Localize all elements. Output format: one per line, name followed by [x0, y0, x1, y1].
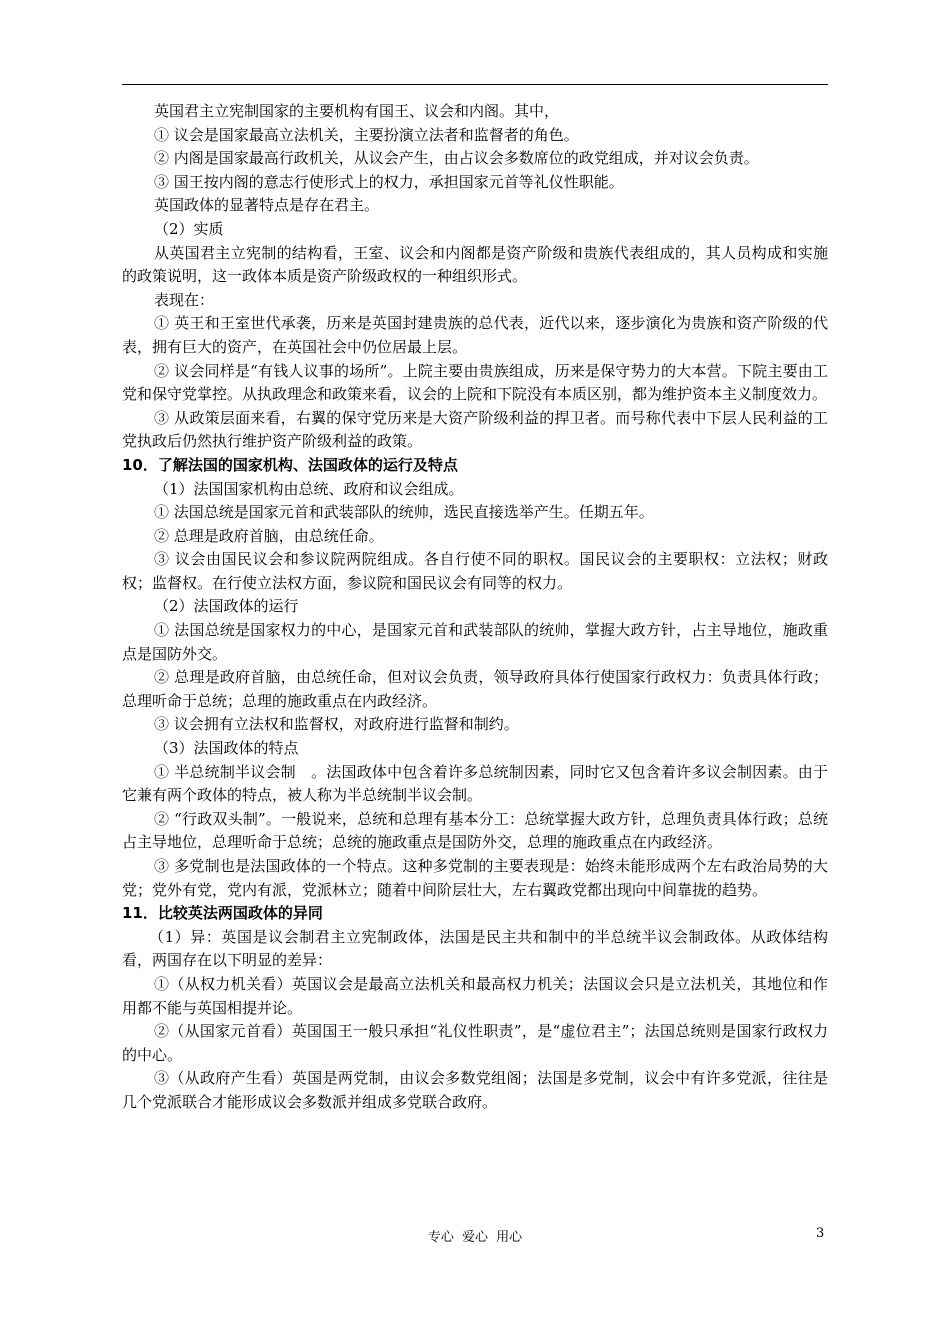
paragraph: ①（从权力机关看）英国议会是最高立法机关和最高权力机关；法国议会只是立法机关，其地位和作用都不能与英国相提并论。 — [122, 974, 828, 1017]
paragraph: ② “行政双头制”。一般说来，总统和总理有基本分工：总统掌握大政方针，总理负责具体行政；总统占主导地位，总理听命于总统；总统的施政重点是国防外交，总理的施政重点在内政经济。 — [122, 809, 828, 852]
page-number: 3 — [816, 1226, 825, 1241]
paragraph: ③ 议会由国民议会和参议院两院组成。各自行使不同的职权。国民议会的主要职权：立法权；财政权；监督权。在行使立法权方面，参议院和国民议会有同等的权力。 — [122, 550, 828, 592]
paragraph: （1）异：英国是议会制君主立宪制政体，法国是民主共和制中的半总统半议会制政体。从政体结构看，两国存在以下明显的差异： — [122, 927, 828, 970]
paragraph: （2）实质 — [154, 219, 224, 238]
paragraph: （1）法国国家机构由总统、政府和议会组成。 — [154, 479, 464, 498]
paragraph: ② 总理是政府首脑，由总统任命，但对议会负责，领导政府具体行使国家行政权力：负责具体行政；总理听命于总统；总理的施政重点在内政经济。 — [122, 668, 828, 710]
section-heading: 10．了解法国的国家机构、法国政体的运行及特点 — [122, 455, 458, 474]
header-rule — [122, 84, 828, 85]
paragraph: ③ 从政策层面来看，右翼的保守党历来是大资产阶级利益的捍卫者。而号称代表中下层人民利益的工党执政后仍然执行维护资产阶级利益的政策。 — [122, 408, 828, 451]
footer-motto: 专心 爱心 用心 — [427, 1230, 523, 1245]
paragraph: 英国君主立宪制国家的主要机构有国王、议会和内阁。其中， — [154, 102, 560, 120]
paragraph: （3）法国政体的特点 — [154, 739, 299, 758]
section-heading: 11．比较英法两国政体的异同 — [122, 904, 323, 923]
paragraph: ③ 多党制也是法国政体的一个特点。这种多党制的主要表现是：始终未能形成两个左右政治局势的大党；党外有党，党内有派，党派林立；随着中间阶层壮大，左右翼政党都出现向中间靠拢的趋势。 — [122, 857, 828, 899]
paragraph: ① 半总统制半议会制 。法国政体中包含着许多总统制因素，同时它又包含着许多议会制因素。由于它兼有两个政体的特点，被人称为半总统制半议会制。 — [122, 762, 828, 805]
paragraph: 英国政体的显著特点是存在君主。 — [154, 196, 380, 215]
paragraph: ① 法国总统是国家权力的中心，是国家元首和武装部队的统帅，掌握大政方针，占主导地位，施政重点是国防外交。 — [122, 621, 828, 663]
paragraph: ③ 议会拥有立法权和监督权，对政府进行监督和制约。 — [154, 715, 519, 734]
paragraph: ③（从政府产生看）英国是两党制，由议会多数党组阁；法国是多党制，议会中有许多党派，往往是几个党派联合才能形成议会多数派并组成多党联合政府。 — [122, 1069, 828, 1111]
paragraph: 表现在： — [154, 290, 215, 309]
paragraph: ② 内阁是国家最高行政机关，从议会产生，由占议会多数席位的政党组成，并对议会负责。 — [154, 149, 759, 168]
paragraph: ② 议会同样是“有钱人议事的场所”。上院主要由贵族组成，历来是保守势力的大本营。下院主要由工党和保守党掌控。从执政理念和政策来看，议会的上院和下院没有本质区别，都为维护资本主义制度效力。 — [122, 361, 828, 404]
paragraph: ② 总理是政府首脑，由总统任命。 — [154, 526, 384, 545]
paragraph: ②（从国家元首看）英国国王一般只承担“礼仪性职责”，是“虚位君主”；法国总统则是国家行政权力的中心。 — [122, 1022, 828, 1064]
paragraph: （2）法国政体的运行 — [154, 597, 299, 616]
paragraph: ① 英王和王室世代承袭，历来是英国封建贵族的总代表，近代以来，逐步演化为贵族和资产阶级的代表，拥有巨大的资产，在英国社会中仍位居最上层。 — [122, 314, 828, 356]
paragraph: 从英国君主立宪制的结构看，王室、议会和内阁都是资产阶级和贵族代表组成的，其人员构成和实施的政策说明，这一政体本质是资产阶级政权的一种组织形式。 — [122, 243, 828, 286]
document-body — [122, 100, 828, 1115]
paragraph: ① 议会是国家最高立法机关，主要扮演立法者和监督者的角色。 — [154, 125, 579, 144]
paragraph: ③ 国王按内阁的意志行使形式上的权力，承担国家元首等礼仪性职能。 — [154, 172, 624, 191]
page-footer — [0, 1226, 950, 1246]
paragraph: ① 法国总统是国家元首和武装部队的统帅，选民直接选举产生。任期五年。 — [154, 503, 654, 522]
